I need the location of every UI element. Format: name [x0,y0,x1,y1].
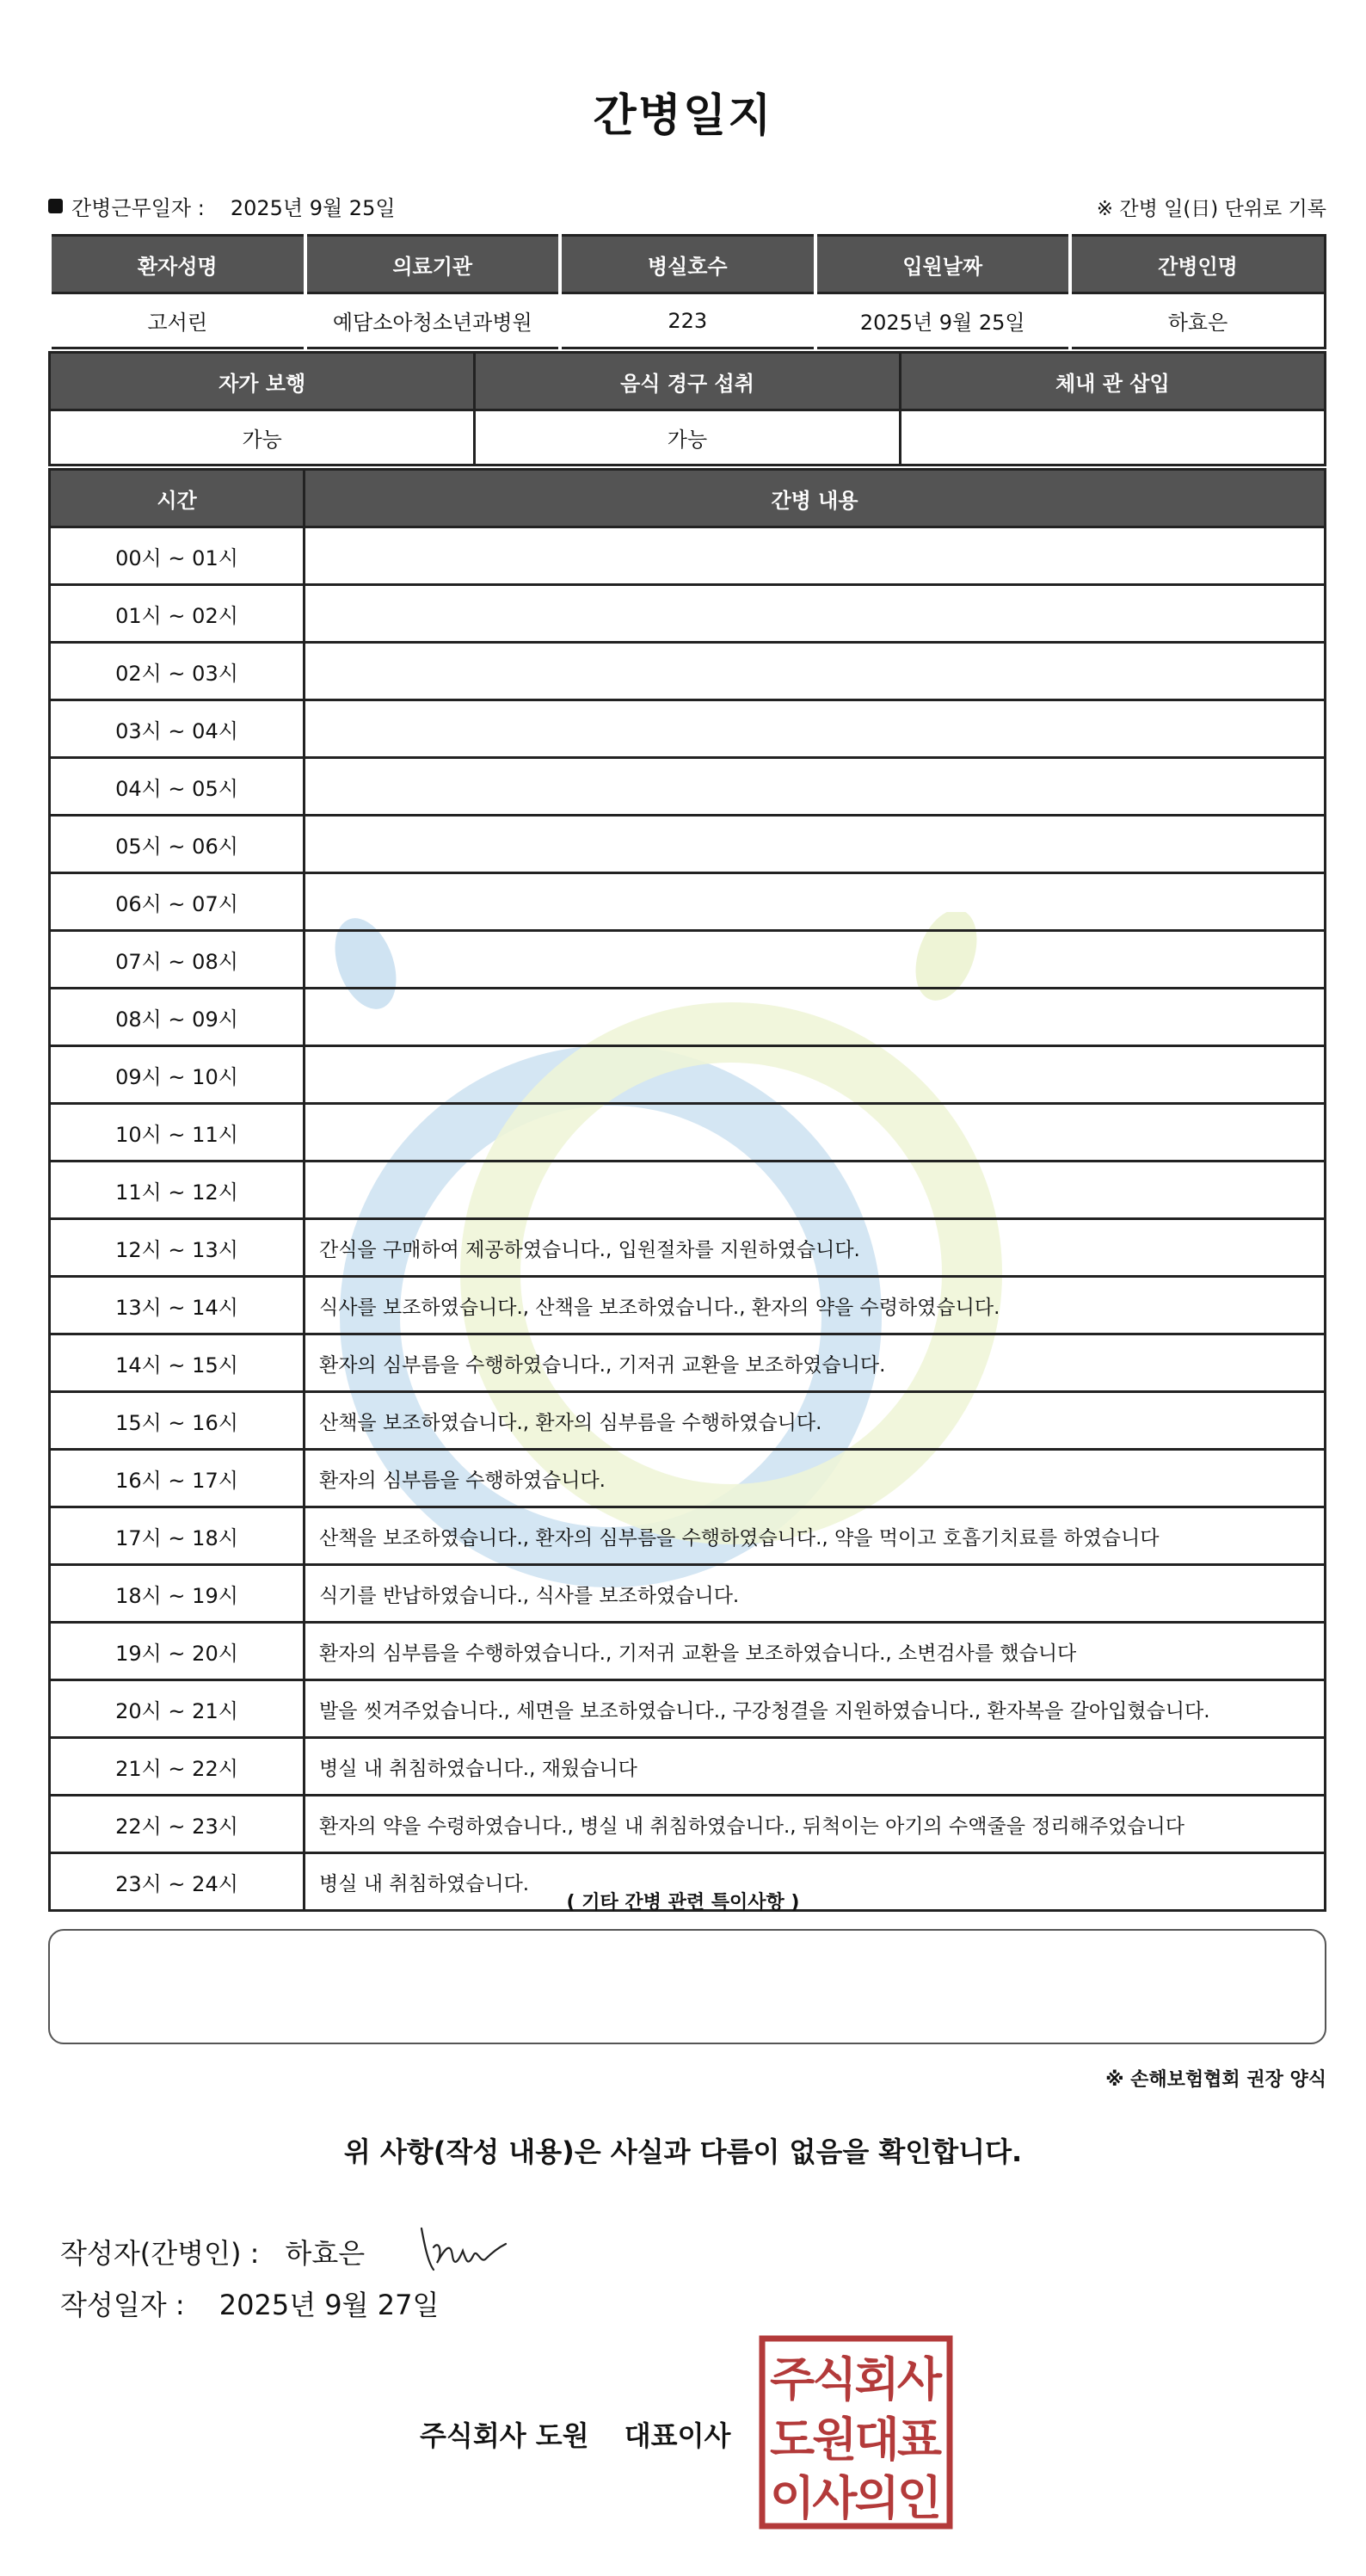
seal-line-1: 주식회사 [770,2352,942,2407]
admission-date: 2025년 9월 25일 [815,293,1071,348]
write-date-line [60,2283,439,2323]
time-cell: 17시 ~ 18시 [50,1507,305,1565]
confirm-statement: 위 사항(작성 내용)은 사실과 다름이 없음을 확인합니다. [343,2135,1023,2168]
time-cell: 11시 ~ 12시 [50,1162,305,1219]
care-content-cell: 병실 내 취침하였습니다. [305,1853,1326,1911]
table-row [50,1796,1326,1853]
care-content-cell [305,758,1326,816]
care-content-cell: 환자의 약을 수령하였습니다., 병실 내 취침하였습니다., 뒤척이는 아기의 수액줄을 정리해주었습니다 [305,1796,1326,1853]
write-date-label: 작성일자 : [60,2289,185,2321]
time-cell: 05시 ~ 06시 [50,816,305,873]
oral-intake-value: 가능 [475,410,900,465]
header-oral-intake: 음식 경구 섭취 [475,353,900,410]
table-row [50,410,1326,465]
care-content-cell [305,873,1326,931]
care-content-cell: 산책을 보조하였습니다., 환자의 심부름을 수행하였습니다. [305,1392,1326,1450]
table-row [50,989,1326,1046]
table-header-row [50,470,1326,527]
table-row [50,1680,1326,1738]
unit-note: ※ 간병 일(日) 단위로 기록 [1096,198,1326,220]
table-header-row [50,236,1326,293]
time-cell: 18시 ~ 19시 [50,1565,305,1623]
time-cell: 12시 ~ 13시 [50,1219,305,1277]
care-content-cell [305,931,1326,989]
table-row [50,1219,1326,1277]
patient-info-table [48,234,1326,349]
time-cell: 07시 ~ 08시 [50,931,305,989]
room-number: 223 [560,293,815,348]
company-seal [759,2335,953,2530]
header-patient-name: 환자성명 [50,236,305,293]
work-date-value: 2025년 9월 25일 [230,196,396,220]
recommend-note: ※ 손해보험협회 권장 양식 [1105,2069,1326,2091]
time-cell: 16시 ~ 17시 [50,1450,305,1507]
care-content-cell [305,700,1326,758]
care-content-cell: 환자의 심부름을 수행하였습니다., 기저귀 교환을 보조하였습니다., 소변검사를 했습니다 [305,1623,1326,1680]
care-content-cell: 식사를 보조하였습니다., 산책을 보조하였습니다., 환자의 약을 수령하였습니다. [305,1277,1326,1334]
table-row [50,816,1326,873]
time-cell: 04시 ~ 05시 [50,758,305,816]
tube-insertion-value [900,410,1325,465]
company-name: 주식회사 도원 [420,2419,589,2452]
care-content-cell [305,1162,1326,1219]
care-content-cell: 식기를 반납하였습니다., 식사를 보조하였습니다. [305,1565,1326,1623]
table-row [50,1046,1326,1104]
care-log-body [50,527,1326,1911]
header-time: 시간 [50,470,305,527]
table-row [50,873,1326,931]
care-content-cell: 산책을 보조하였습니다., 환자의 심부름을 수행하였습니다., 약을 먹이고 호흡기치료를 하였습니다 [305,1507,1326,1565]
header-room-number: 병실호수 [560,236,815,293]
table-row [50,931,1326,989]
time-cell: 08시 ~ 09시 [50,989,305,1046]
write-date-value: 2025년 9월 27일 [218,2289,440,2321]
table-row [50,758,1326,816]
remarks-title: ( 기타 간병 관련 특이사항 ) [566,1892,800,1914]
caregiver-name: 하효은 [1070,293,1326,348]
table-row [50,1450,1326,1507]
table-row [50,1104,1326,1162]
remarks-box [48,1929,1326,2044]
care-content-cell [305,585,1326,643]
time-cell: 00시 ~ 01시 [50,527,305,585]
care-content-cell [305,1104,1326,1162]
table-row [50,1277,1326,1334]
signature-image [416,2222,528,2282]
table-row [50,585,1326,643]
patient-name: 고서린 [50,293,305,348]
time-cell: 22시 ~ 23시 [50,1796,305,1853]
time-cell: 20시 ~ 21시 [50,1680,305,1738]
time-cell: 21시 ~ 22시 [50,1738,305,1796]
time-cell: 23시 ~ 24시 [50,1853,305,1911]
time-cell: 10시 ~ 11시 [50,1104,305,1162]
table-row [50,1334,1326,1392]
table-row [50,1738,1326,1796]
care-content-cell: 환자의 심부름을 수행하였습니다. [305,1450,1326,1507]
table-header-row [50,353,1326,410]
table-row [50,1507,1326,1565]
care-log-table [48,468,1326,1912]
care-content-cell [305,816,1326,873]
table-row [50,293,1326,348]
table-row [50,1392,1326,1450]
care-content-cell: 발을 씻겨주었습니다., 세면을 보조하였습니다., 구강청결을 지원하였습니다., 환자복을 갈아입혔습니다. [305,1680,1326,1738]
time-cell: 02시 ~ 03시 [50,643,305,700]
hospital-name: 예담소아청소년과병원 [305,293,561,348]
table-row [50,527,1326,585]
time-cell: 06시 ~ 07시 [50,873,305,931]
writer-name: 하효은 [285,2237,366,2270]
table-row [50,643,1326,700]
self-walking-value: 가능 [50,410,475,465]
seal-line-2: 도원대표 [770,2413,942,2467]
writer-line [60,2222,528,2282]
time-cell: 15시 ~ 16시 [50,1392,305,1450]
page-title: 간병일지 [593,90,773,142]
table-row [50,1565,1326,1623]
work-date-label: 간병근무일자 : [71,196,205,220]
header-hospital: 의료기관 [305,236,561,293]
header-self-walking: 자가 보행 [50,353,475,410]
care-content-cell: 간식을 구매하여 제공하였습니다., 입원절차를 지원하였습니다. [305,1219,1326,1277]
care-content-cell: 병실 내 취침하였습니다., 재웠습니다 [305,1738,1326,1796]
company-rep: 대표이사 [624,2419,731,2452]
care-content-cell: 환자의 심부름을 수행하였습니다., 기저귀 교환을 보조하였습니다. [305,1334,1326,1392]
header-caregiver-name: 간병인명 [1070,236,1326,293]
care-content-cell [305,643,1326,700]
time-cell: 01시 ~ 02시 [50,585,305,643]
seal-line-3: 이사의인 [770,2471,942,2525]
header-admission-date: 입원날짜 [815,236,1071,293]
time-cell: 14시 ~ 15시 [50,1334,305,1392]
table-row [50,1623,1326,1680]
meta-row [48,191,1326,220]
care-content-cell [305,527,1326,585]
table-row [50,1162,1326,1219]
time-cell: 13시 ~ 14시 [50,1277,305,1334]
company-line [420,2414,730,2454]
time-cell: 09시 ~ 10시 [50,1046,305,1104]
time-cell: 03시 ~ 04시 [50,700,305,758]
square-bullet-icon [48,199,63,213]
table-row [50,700,1326,758]
header-tube-insertion: 체내 관 삽입 [900,353,1325,410]
care-content-cell [305,989,1326,1046]
writer-label: 작성자(간병인) : [60,2237,260,2270]
work-date [48,191,396,221]
header-care-content: 간병 내용 [305,470,1326,527]
time-cell: 19시 ~ 20시 [50,1623,305,1680]
patient-status-table [48,351,1326,466]
care-content-cell [305,1046,1326,1104]
